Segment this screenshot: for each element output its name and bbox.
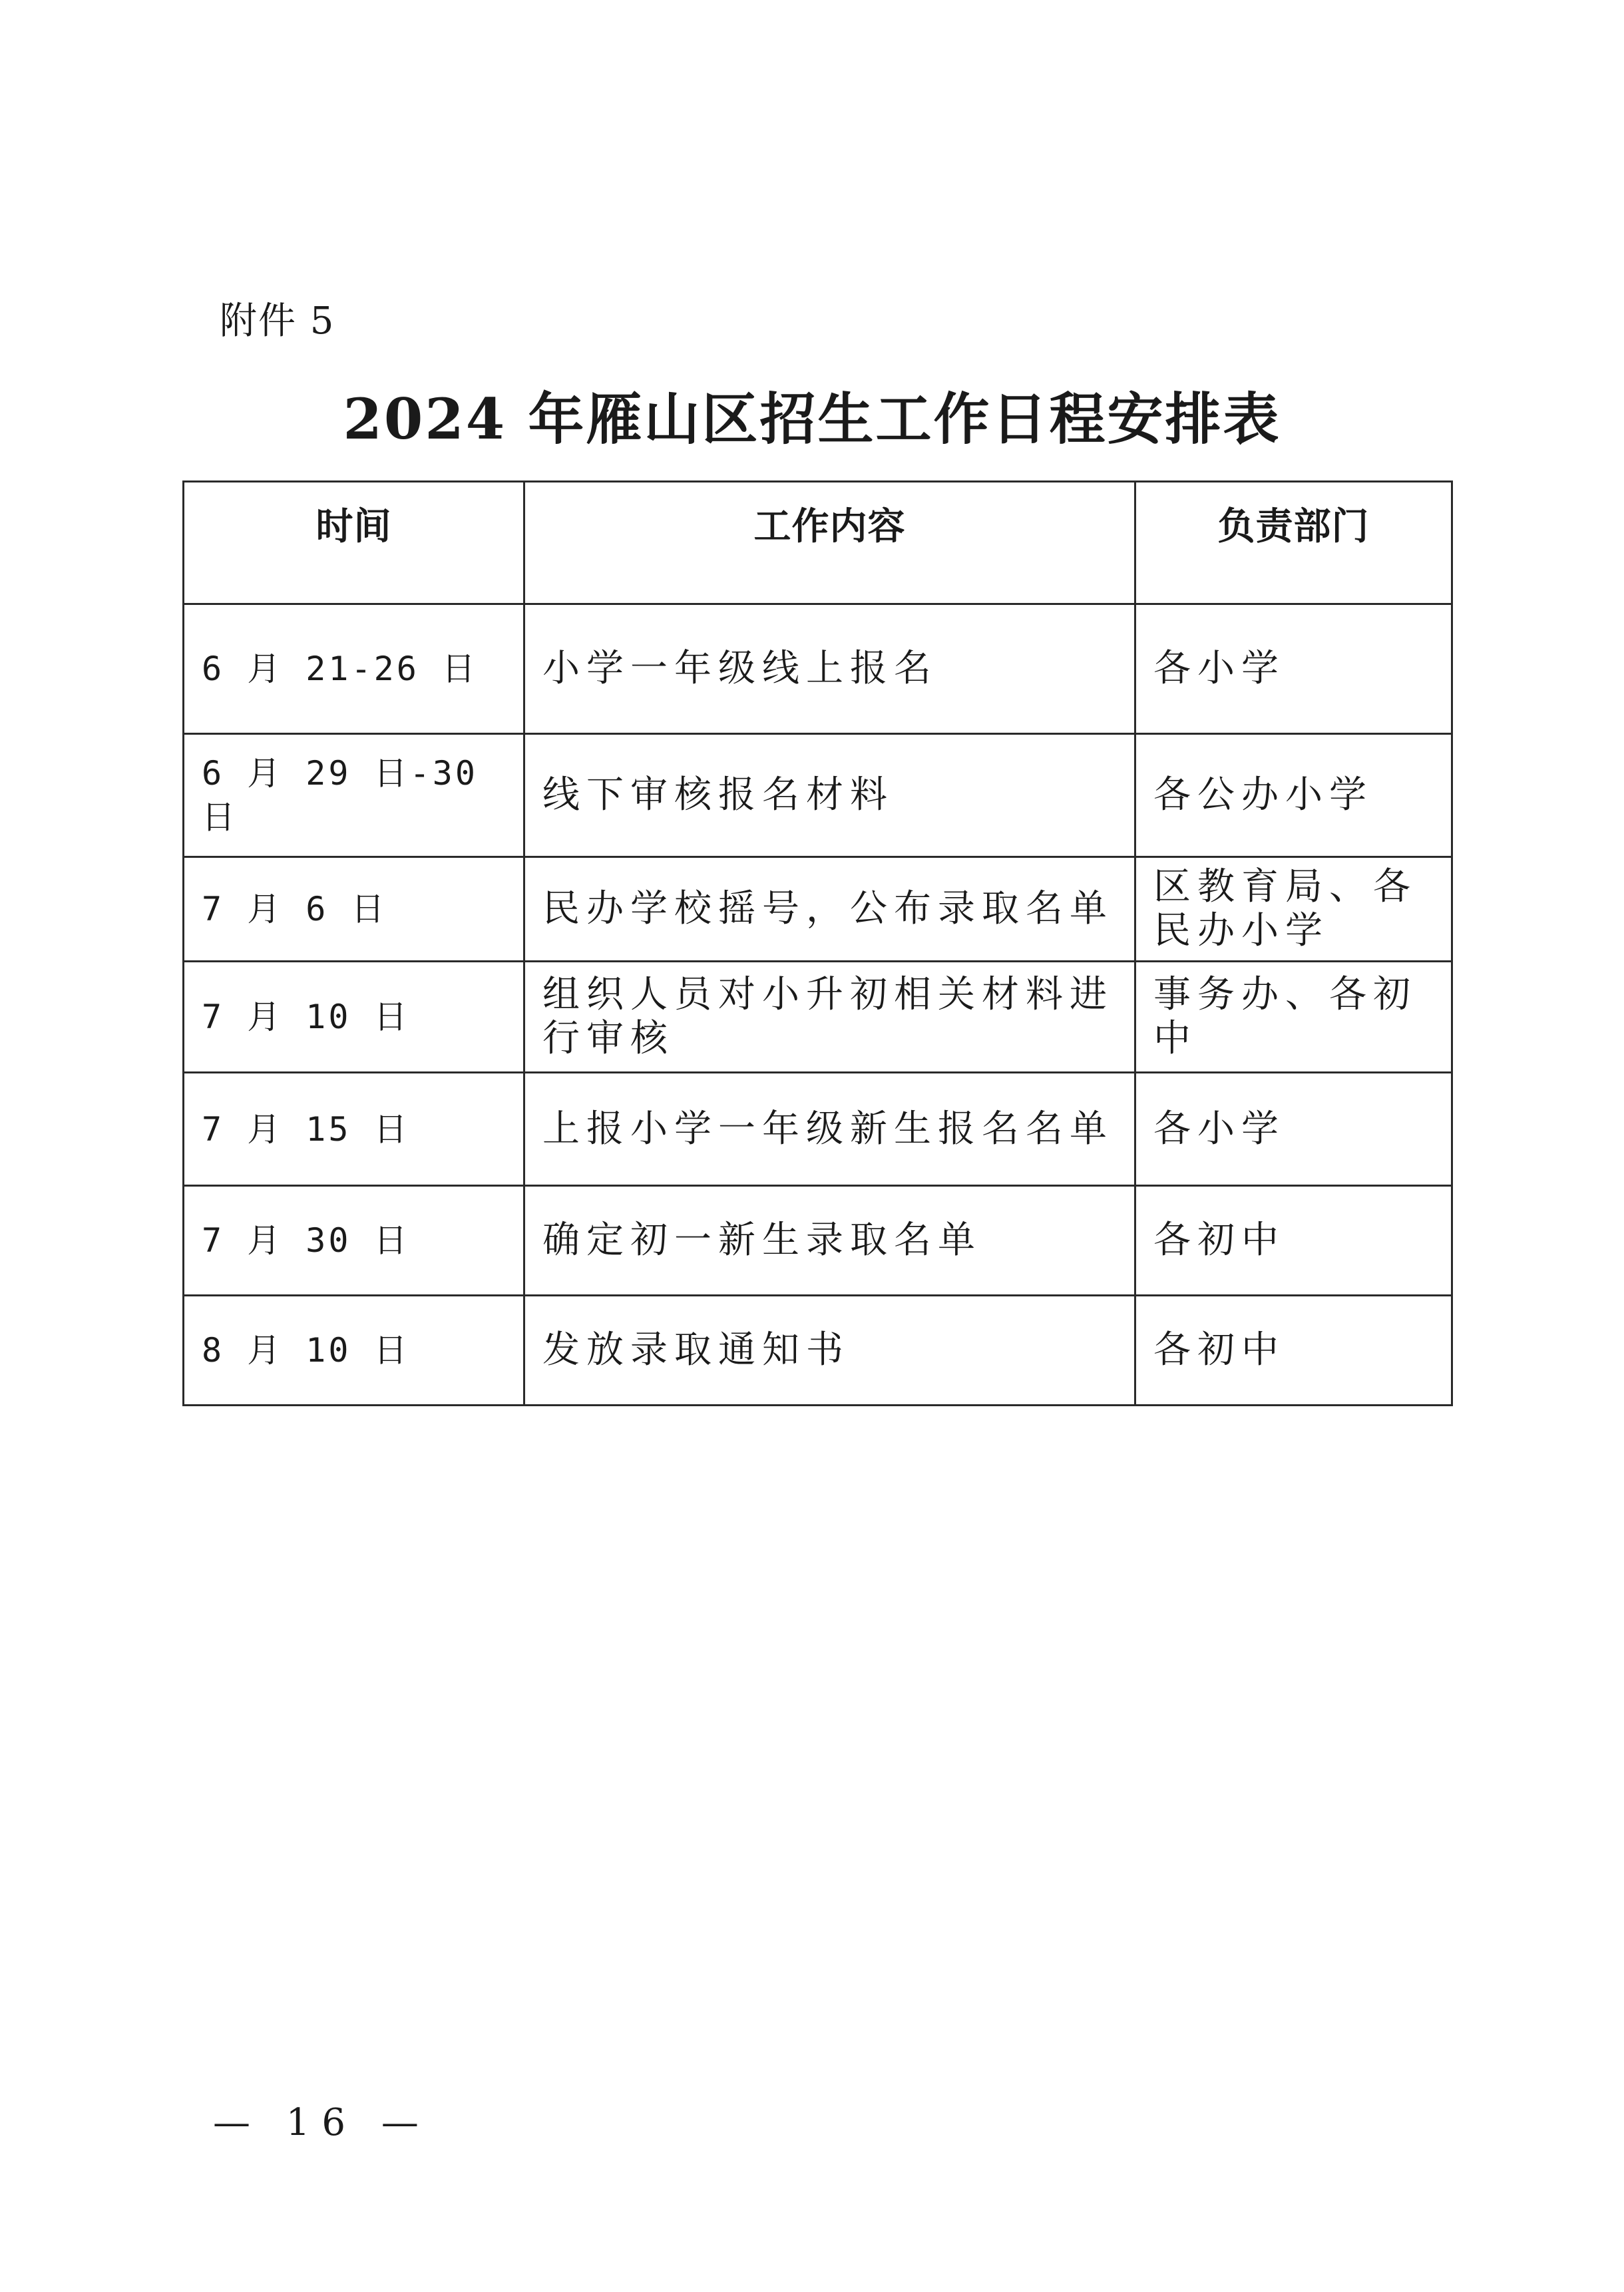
date-cell: 7 月 30 日: [184, 1186, 524, 1296]
content-cell: 上报小学一年级新生报名名单: [524, 1073, 1135, 1186]
header-date: 时间: [184, 482, 524, 604]
department-cell: 区教育局、各民办小学: [1135, 857, 1452, 962]
document-title: 2024 年雁山区招生工作日程安排表: [343, 386, 1281, 452]
content-cell: 组织人员对小升初相关材料进行审核: [524, 962, 1135, 1073]
content-cell: 民办学校摇号，公布录取名单: [524, 857, 1135, 962]
department-cell: 各公办小学: [1135, 734, 1452, 857]
department-cell: 各小学: [1135, 604, 1452, 734]
table-row: [184, 1186, 1452, 1296]
department-cell: 各初中: [1135, 1296, 1452, 1406]
attachment-label: 附件 5: [220, 299, 335, 343]
table-row: [184, 604, 1452, 734]
header-content: 工作内容: [524, 482, 1135, 604]
date-cell: 7 月 15 日: [184, 1073, 524, 1186]
date-cell: 6 月 21-26 日: [184, 604, 524, 734]
department-cell: 事务办、各初中: [1135, 962, 1452, 1073]
department-cell: 各初中: [1135, 1186, 1452, 1296]
table-row: [184, 1073, 1452, 1186]
date-cell: 7 月 10 日: [184, 962, 524, 1073]
table-row: [184, 734, 1452, 857]
date-cell: 8 月 10 日: [184, 1296, 524, 1406]
table-header-row: [184, 482, 1452, 604]
content-cell: 发放录取通知书: [524, 1296, 1135, 1406]
table-row: [184, 962, 1452, 1073]
table-row: [184, 857, 1452, 962]
table-row: [184, 1296, 1452, 1406]
schedule-table: [182, 480, 1453, 1406]
content-cell: 线下审核报名材料: [524, 734, 1135, 857]
content-cell: 确定初一新生录取名单: [524, 1186, 1135, 1296]
page-number: — 16 —: [213, 2101, 431, 2144]
department-cell: 各小学: [1135, 1073, 1452, 1186]
date-cell: 7 月 6 日: [184, 857, 524, 962]
content-cell: 小学一年级线上报名: [524, 604, 1135, 734]
header-department: 负责部门: [1135, 482, 1452, 604]
date-cell: 6 月 29 日-30 日: [184, 734, 524, 857]
